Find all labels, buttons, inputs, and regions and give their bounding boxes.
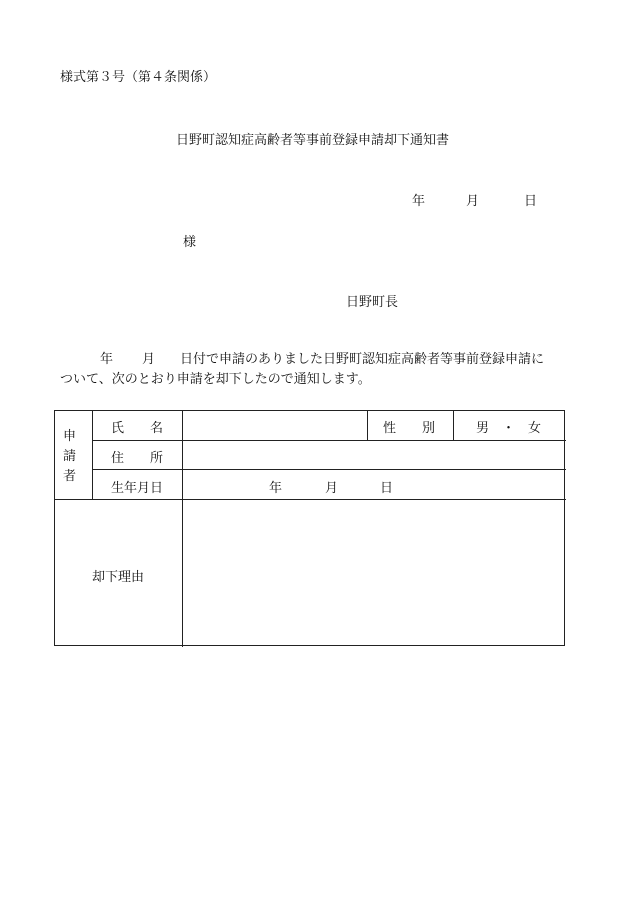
body-line-1-rest: 日付で申請のありました日野町認知症高齢者等事前登録申請に: [180, 352, 545, 367]
application-table: [54, 410, 565, 646]
address-field[interactable]: [185, 443, 563, 467]
row-divider: [92, 469, 566, 470]
form-number: 様式第３号（第４条関係）: [60, 70, 217, 85]
sex-label: 性 別: [383, 421, 436, 436]
date-line: [412, 190, 537, 209]
body-line-1: [60, 350, 580, 370]
column-divider: [453, 411, 454, 440]
name-label: 氏 名: [111, 421, 164, 436]
rejection-reason-label: 却下理由: [92, 570, 145, 585]
row-divider: [55, 499, 566, 500]
name-field[interactable]: [185, 414, 365, 438]
birthdate-year-label: 年: [269, 481, 283, 496]
body-year-label: 年: [100, 352, 114, 367]
birthdate-label: 生年月日: [111, 481, 164, 496]
body-month-label: 月: [142, 352, 156, 367]
document-title: 日野町認知症高齢者等事前登録申請却下通知書: [176, 133, 450, 148]
column-divider: [182, 411, 183, 647]
rejection-reason-field[interactable]: [185, 503, 563, 643]
issuer-name: 日野町長: [346, 295, 399, 310]
applicant-char: 者: [63, 469, 77, 484]
address-label: 住 所: [111, 451, 164, 466]
addressee-suffix: 様: [183, 235, 197, 250]
sex-options[interactable]: 男 ・ 女: [476, 421, 542, 436]
birthdate-month-label: 月: [325, 481, 339, 496]
column-divider: [367, 411, 368, 440]
row-divider: [92, 440, 566, 441]
column-divider: [92, 411, 93, 499]
applicant-label: [63, 427, 76, 487]
body-line-2: ついて、次のとおり申請を却下したので通知します。: [60, 372, 371, 387]
date-day-label: 日: [524, 194, 538, 209]
applicant-char: 申: [63, 429, 77, 444]
date-year-label: 年: [412, 194, 426, 209]
applicant-char: 請: [63, 449, 77, 464]
birthdate-day-label: 日: [380, 481, 394, 496]
date-month-label: 月: [466, 194, 480, 209]
body-text: [60, 350, 580, 390]
